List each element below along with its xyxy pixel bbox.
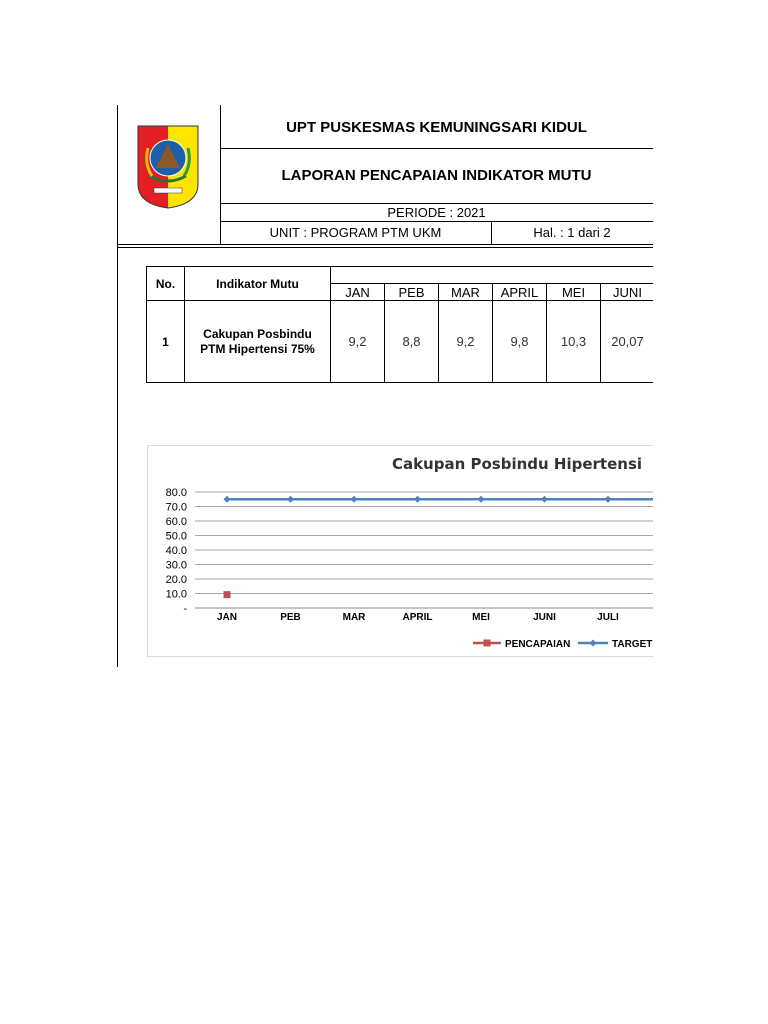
report-page-number: Hal. : 1 dari 2 xyxy=(533,225,611,240)
data-point-target xyxy=(287,496,294,503)
regional-emblem-logo xyxy=(136,124,200,210)
data-point-target xyxy=(478,496,485,503)
month-value: 9,8 xyxy=(493,301,547,383)
institution-name: UPT PUSKESMAS KEMUNINGSARI KIDUL xyxy=(286,119,587,136)
legend-label-target: TARGET xyxy=(612,639,653,650)
report-title: LAPORAN PENCAPAIAN INDIKATOR MUTU xyxy=(281,167,592,184)
month-header: MAR xyxy=(439,284,493,301)
x-tick-label: MAR xyxy=(342,612,366,623)
month-header: MEI xyxy=(547,284,601,301)
legend-label-pencapaian: PENCAPAIAN xyxy=(505,639,571,650)
report-unit: UNIT : PROGRAM PTM UKM xyxy=(269,225,442,240)
month-value: 9,2 xyxy=(331,301,385,383)
legend-marker-target xyxy=(590,640,597,647)
table-row xyxy=(147,301,715,383)
month-value: 8,8 xyxy=(385,301,439,383)
month-header: JUNI xyxy=(601,284,655,301)
x-tick-label: APRIL xyxy=(402,612,433,623)
x-tick-label: MEI xyxy=(472,612,490,623)
y-tick-label: 80.0 xyxy=(165,487,187,499)
page-crop-area xyxy=(653,250,768,670)
month-value: 9,2 xyxy=(439,301,493,383)
data-point-pencapaian xyxy=(224,591,231,598)
x-tick-label: PEB xyxy=(280,612,301,623)
report-period: PERIODE : 2021 xyxy=(387,205,486,220)
col-header-indicator: Indikator Mutu xyxy=(185,267,331,301)
y-tick-label: 20.0 xyxy=(165,574,187,586)
data-point-target xyxy=(605,496,612,503)
frame-line-4 xyxy=(117,244,653,245)
y-tick-label: 30.0 xyxy=(165,559,187,572)
x-tick-label: JULI xyxy=(597,612,619,623)
month-header: JAN xyxy=(331,284,385,301)
indicator-table xyxy=(146,266,715,383)
data-point-target xyxy=(414,496,421,503)
y-tick-label: - xyxy=(183,603,187,615)
data-point-target xyxy=(541,496,548,503)
frame-line-5 xyxy=(117,247,653,248)
data-point-target xyxy=(351,496,358,503)
legend-marker-pencapaian xyxy=(484,640,491,647)
y-tick-label: 50.0 xyxy=(165,530,187,543)
indicator-name-line2: PTM Hipertensi 75% xyxy=(200,341,315,356)
y-tick-label: 40.0 xyxy=(165,545,187,557)
y-tick-label: 70.0 xyxy=(165,501,187,514)
data-point-target xyxy=(224,496,231,503)
x-tick-label: JUNI xyxy=(533,612,556,623)
row-number: 1 xyxy=(147,301,185,383)
y-tick-label: 10.0 xyxy=(165,588,187,601)
frame-left-line xyxy=(117,105,118,667)
frame-line-2 xyxy=(220,203,653,204)
frame-line-1 xyxy=(220,148,653,149)
indicator-name xyxy=(185,301,331,383)
x-tick-label: JAN xyxy=(216,612,238,623)
month-header: APRIL xyxy=(493,284,547,301)
month-header: PEB xyxy=(385,284,439,301)
chart-title: Cakupan Posbindu Hipertensi xyxy=(391,455,643,473)
frame-line-3 xyxy=(220,221,653,222)
col-header-no: No. xyxy=(147,267,185,301)
y-tick-label: 60.0 xyxy=(165,516,187,528)
indicator-name-line1: Cakupan Posbindu xyxy=(203,326,312,341)
month-value: 10,3 xyxy=(547,301,601,383)
month-value: 20,07 xyxy=(601,301,655,383)
